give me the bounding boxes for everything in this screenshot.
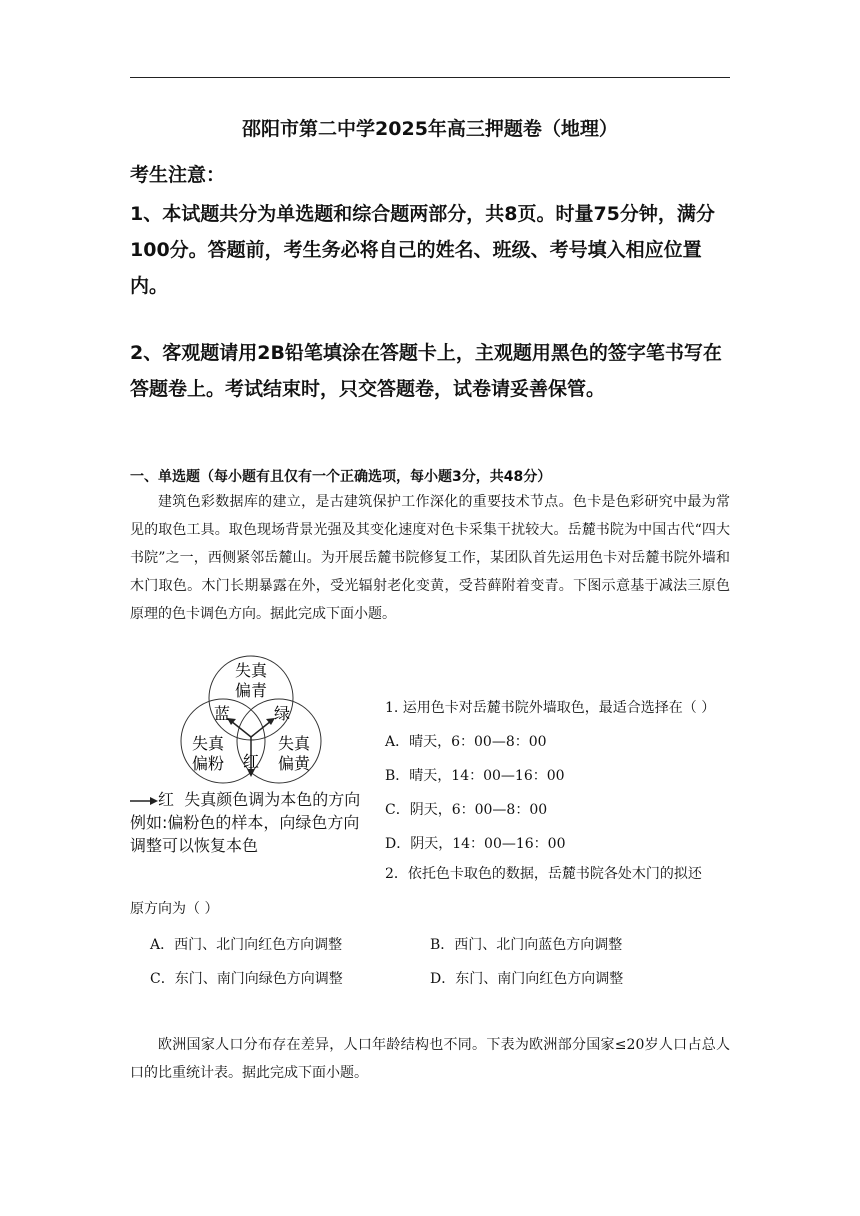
legend-line-1 [130,788,380,811]
label-blue: 蓝 [213,704,231,723]
diagram-legend [130,788,380,857]
question-2-stem-2: 原方向为（ ） [130,901,219,917]
circle-right-label-2: 偏黄 [277,754,311,773]
q2-option-b[interactable]: B．西门、北门向蓝色方向调整 [430,937,623,953]
passage-1-intro: 建筑色彩数据库的建立，是古建筑保护工作深化的重要技术节点。色卡是色彩研究中最为常见的取色工具。取色现场背景光强及其变化速度对色卡采集干扰较大。岳麓书院为中国古代“四大书院”之一，西侧紧邻岳麓山。为开展岳麓书院修复工作，某团队首先运用色卡对岳麓书院外墙和木门取色。木门长期暴露在外，受光辐射老化变黄，受苔藓附着变青。下图示意基于减法三原色原理的色卡调色方向。据此完成下面小题。 [130,494,730,622]
legend-text-1: 失真颜色调为本色的方向 [184,790,361,809]
passage-2-intro: 欧洲国家人口分布存在差异，人口年龄结构也不同。下表为欧洲部分国家≤20岁人口占总人口的比重统计表。据此完成下面小题。 [130,1037,730,1081]
section-heading: 一、单选题（每小题有且仅有一个正确选项，每小题3分，共48分） [130,469,552,485]
question-1-stem: 1. 运用色卡对岳麓书院外墙取色，最适合选择在（ ） [385,700,716,716]
q1-option-c[interactable]: C．阴天，6：00—8：00 [385,802,548,818]
notice-item-2: 2、客观题请用2B铅笔填涂在答题卡上，主观题用黑色的签字笔书写在答题卷上。考试结束时，只交答题卷，试卷请妥善保管。 [130,342,722,400]
question-2-stem-1: 2．依托色卡取色的数据，岳麓书院各处木门的拟还 [385,866,702,882]
q2-option-c[interactable]: C．东门、南门向绿色方向调整 [150,971,343,987]
header-rule [130,77,730,78]
circle-top-label-2: 偏青 [234,681,268,700]
label-red: 红 [242,752,260,771]
q1-option-a[interactable]: A．晴天，6：00—8：00 [385,734,547,750]
circle-left-label-1: 失真 [191,734,225,753]
q1-option-b[interactable]: B．晴天，14：00—16：00 [385,768,565,784]
circle-top-label-1: 失真 [234,661,268,680]
circle-left-label-2: 偏粉 [191,754,225,773]
legend-line-2: 例如:偏粉色的样本，向绿色方向 [130,813,360,832]
q1-option-d[interactable]: D．阴天，14：00—16：00 [385,836,566,852]
notice-item-1: 1、本试题共分为单选题和综合题两部分，共8页。时量75分钟，满分100分。答题前，考生务必将自己的姓名、班级、考号填入相应位置内。 [130,203,715,297]
label-green: 绿 [273,704,291,723]
circle-right-label-1: 失真 [277,734,311,753]
q2-option-a[interactable]: A．西门、北门向红色方向调整 [150,937,343,953]
q2-option-d[interactable]: D．东门、南门向红色方向调整 [430,971,624,987]
exam-title: 邵阳市第二中学2025年高三押题卷（地理） [242,118,618,140]
color-card-diagram [175,655,330,785]
legend-line-3: 调整可以恢复本色 [130,836,259,855]
notice-heading: 考生注意： [130,164,226,186]
legend-arrow-icon [130,796,158,806]
legend-arrow-label: 红 [158,790,175,809]
